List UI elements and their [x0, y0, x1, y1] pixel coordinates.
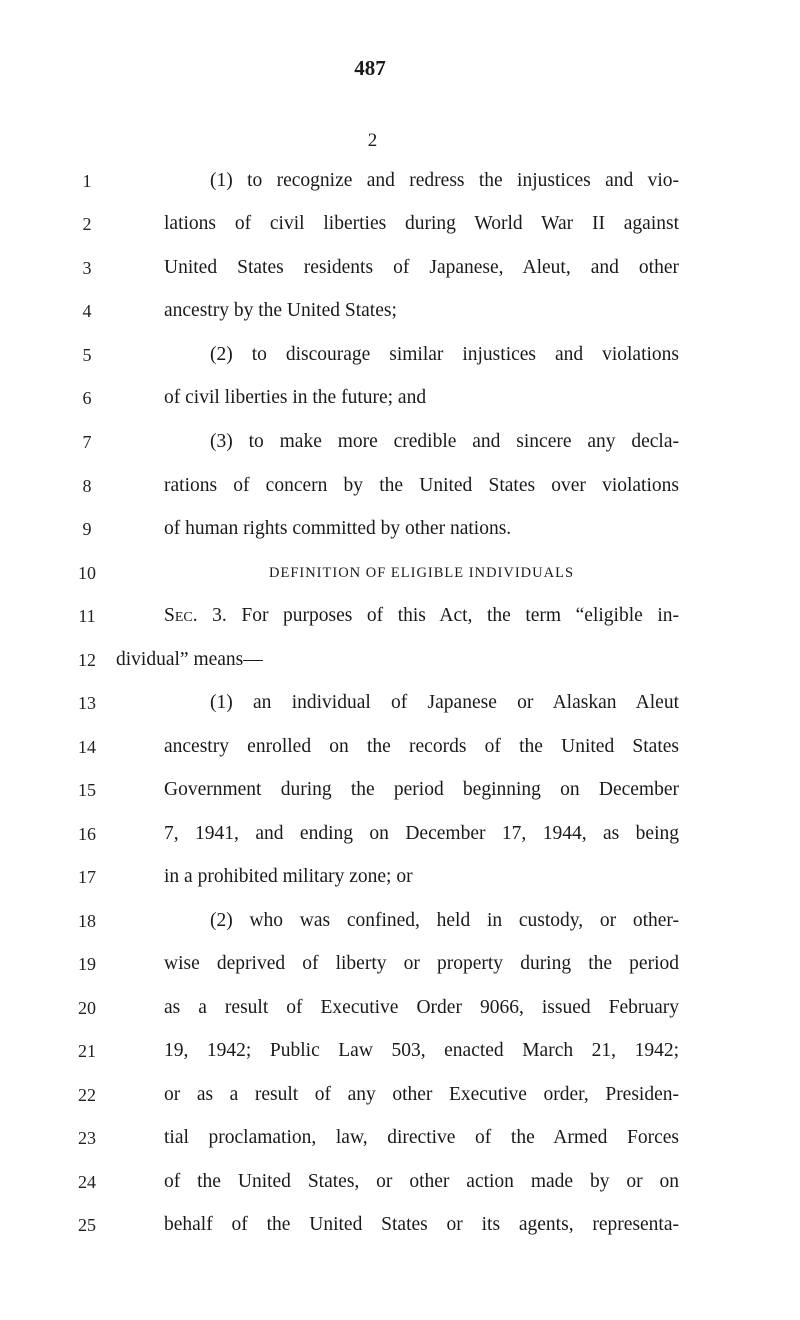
text-line — [0, 209, 800, 239]
line-text: (1) to recognize and redress the injustices and vio- — [210, 170, 679, 191]
text-line — [0, 906, 800, 936]
sheet-number: 2 — [367, 130, 378, 151]
text-line — [0, 340, 800, 370]
line-text: (1) an individual of Japanese or Alaskan Aleut — [210, 692, 679, 713]
line-text: rations of concern by the United States over violations — [164, 475, 679, 496]
line-text: (2) who was confined, held in custody, or other- — [210, 910, 679, 931]
text-line — [0, 1210, 800, 1240]
line-text: United States residents of Japanese, Aleut, and other — [164, 257, 679, 278]
line-text: Government during the period beginning on December — [164, 779, 679, 800]
line-number: 15 — [78, 780, 96, 800]
text-line — [0, 1123, 800, 1153]
line-number: 22 — [78, 1085, 96, 1105]
line-text: ancestry by the United States; — [164, 300, 397, 321]
page-number: 487 — [354, 56, 386, 80]
line-text — [164, 601, 679, 631]
text-line — [0, 253, 800, 283]
text-line — [0, 471, 800, 501]
line-number: 6 — [82, 388, 92, 408]
text-line — [0, 296, 800, 326]
line-number: 23 — [78, 1128, 96, 1148]
line-text: dividual” means— — [116, 649, 263, 670]
line-text: 19, 1942; Public Law 503, enacted March 21, 1942; — [164, 1040, 679, 1061]
text-line — [0, 1036, 800, 1066]
line-number: 13 — [78, 693, 96, 713]
line-text: (2) to discourage similar injustices and violations — [210, 344, 679, 365]
line-number: 19 — [78, 954, 96, 974]
line-number: 1 — [82, 171, 92, 191]
text-line — [0, 645, 800, 675]
line-number: 18 — [78, 911, 96, 931]
line-text: of the United States, or other action made by or on — [164, 1171, 679, 1192]
line-text: wise deprived of liberty or property during the period — [164, 953, 679, 974]
line-number: 14 — [78, 737, 96, 757]
text-line — [0, 862, 800, 892]
line-number: 24 — [78, 1172, 96, 1192]
line-number: 17 — [78, 867, 96, 887]
text-line — [0, 949, 800, 979]
text-line — [0, 993, 800, 1023]
text-line — [0, 775, 800, 805]
text-line — [0, 383, 800, 413]
line-text: lations of civil liberties during World War II against — [164, 213, 679, 234]
line-text: 7, 1941, and ending on December 17, 1944, as being — [164, 823, 679, 844]
line-number: 21 — [78, 1041, 96, 1061]
section-heading: DEFINITION OF ELIGIBLE INDIVIDUALS — [268, 565, 575, 581]
text-line — [0, 558, 800, 588]
text-line — [0, 1080, 800, 1110]
line-number: 10 — [78, 563, 96, 583]
line-text: or as a result of any other Executive order, Presiden- — [164, 1084, 679, 1105]
line-number: 4 — [82, 301, 92, 321]
text-line — [0, 166, 800, 196]
line-number: 3 — [82, 258, 92, 278]
line-text: of civil liberties in the future; and — [164, 387, 427, 408]
line-text: as a result of Executive Order 9066, issued February — [164, 997, 679, 1018]
line-text: tial proclamation, law, directive of the Armed Forces — [164, 1127, 679, 1148]
line-number: 7 — [82, 432, 92, 452]
line-number: 16 — [78, 824, 96, 844]
line-text: of human rights committed by other nations. — [164, 518, 512, 539]
line-number: 12 — [78, 650, 96, 670]
text-line — [0, 601, 800, 631]
section-text: 3. For purposes of this Act, the term “eligible in- — [197, 605, 679, 626]
line-number: 11 — [78, 606, 96, 626]
line-number: 25 — [78, 1215, 96, 1235]
line-number: 5 — [82, 345, 92, 365]
text-line — [0, 427, 800, 457]
line-text: in a prohibited military zone; or — [164, 866, 413, 887]
text-line — [0, 1167, 800, 1197]
line-text: (3) to make more credible and sincere any decla- — [210, 431, 679, 452]
section-label: Sec. — [164, 605, 198, 626]
line-number: 20 — [78, 998, 96, 1018]
line-text: ancestry enrolled on the records of the United States — [164, 736, 679, 757]
text-line — [0, 688, 800, 718]
line-text: behalf of the United States or its agents, representa- — [164, 1214, 679, 1235]
text-line — [0, 732, 800, 762]
line-number: 8 — [82, 476, 92, 496]
text-line — [0, 514, 800, 544]
line-number: 2 — [82, 214, 92, 234]
line-number: 9 — [82, 519, 92, 539]
text-line — [0, 819, 800, 849]
